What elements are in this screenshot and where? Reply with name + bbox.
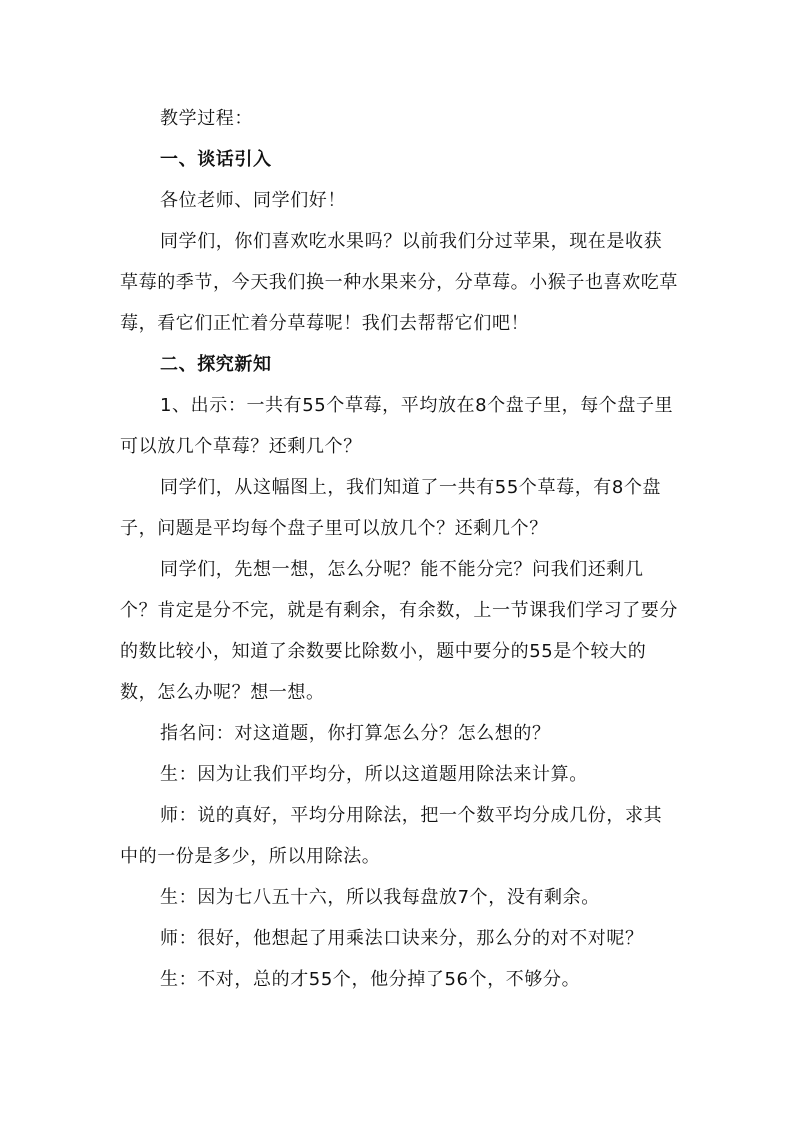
document-page <box>120 98 680 1000</box>
teacher-reply-1: 师：说的真好，平均分用除法，把一个数平均分成几份，求其中的一份是多少，所以用除法。 <box>120 805 663 867</box>
teacher-reply-2: 师：很好，他想起了用乘法口诀来分，那么分的对不对呢？ <box>160 928 644 949</box>
problem-paragraph: 1、出示：一共有55个草莓，平均放在8个盘子里，每个盘子里可以放几个草莓？还剩几个？ <box>120 395 674 457</box>
heading-explore: 二、探究新知 <box>160 354 272 375</box>
heading-intro: 一、谈话引入 <box>160 149 272 170</box>
greeting-paragraph: 各位老师、同学们好！ <box>160 190 346 211</box>
question-paragraph: 指名问：对这道题，你打算怎么分？怎么想的？ <box>160 723 551 744</box>
intro-paragraph: 同学们，你们喜欢吃水果吗？以前我们分过苹果，现在是收获草莓的季节，今天我们换一种水果来分，分草莓。小猴子也喜欢吃草莓，看它们正忙着分草莓呢！我们去帮帮它们吧！ <box>120 231 678 334</box>
student-answer-1: 生：因为让我们平均分，所以这道题用除法来计算。 <box>160 764 588 785</box>
explain-paragraph: 同学们，从这幅图上，我们知道了一共有55个草莓，有8个盘子，问题是平均每个盘子里可以放几个？还剩几个？ <box>120 477 662 539</box>
student-answer-3: 生：不对，总的才55个，他分掉了56个，不够分。 <box>160 969 581 990</box>
think-paragraph: 同学们，先想一想，怎么分呢？能不能分完？问我们还剩几个？肯定是分不完，就是有剩余，有余数，上一节课我们学习了要分的数比较小，知道了余数要比除数小，题中要分的55是个较大的数，怎么办呢？想一想。 <box>120 559 678 703</box>
student-answer-2: 生：因为七八五十六，所以我每盘放7个，没有剩余。 <box>160 887 600 908</box>
section-label: 教学过程： <box>160 108 253 129</box>
